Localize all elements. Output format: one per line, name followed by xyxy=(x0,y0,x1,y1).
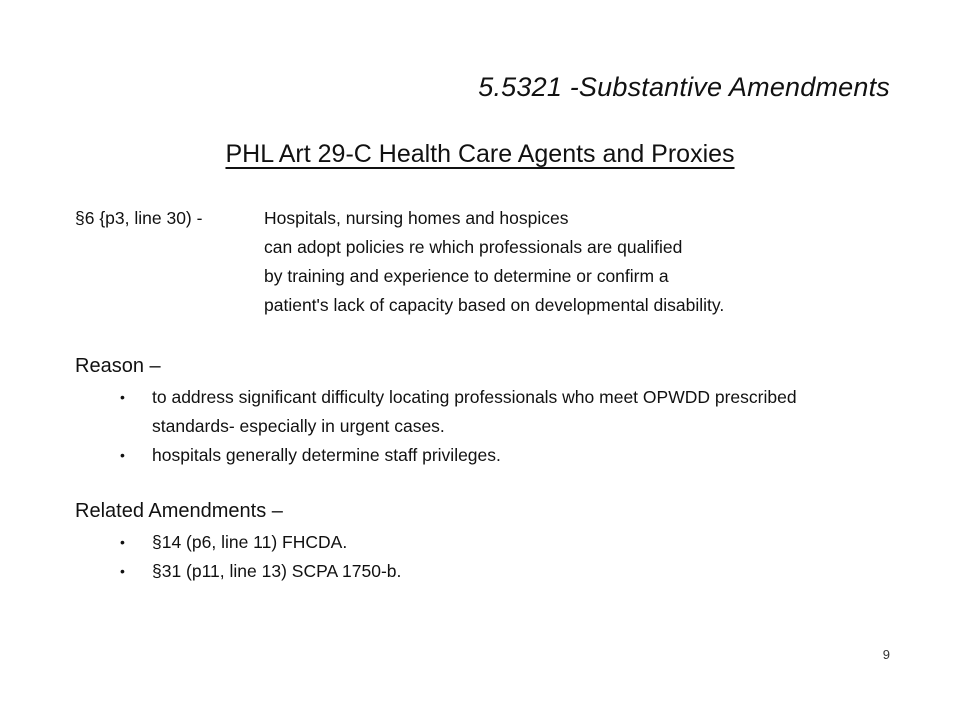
section-description xyxy=(264,208,904,324)
reason-item-text: hospitals generally determine staff privileges. xyxy=(152,445,501,465)
reason-item xyxy=(118,441,878,470)
related-amendment-item xyxy=(118,528,918,557)
reason-item-text: to address significant difficulty locating professionals who meet OPWDD prescribed standards- especially in urgent cases. xyxy=(152,387,797,436)
reason-heading: Reason – xyxy=(75,355,161,377)
reason-item xyxy=(118,383,878,441)
bullet-icon: • xyxy=(120,447,125,463)
slide-header: 5.5321 -Substantive Amendments xyxy=(478,72,890,102)
bullet-icon: • xyxy=(120,534,125,550)
related-amendment-text: §14 (p6, line 11) FHCDA. xyxy=(152,532,348,552)
page-number: 9 xyxy=(882,647,890,662)
section-description-line: can adopt policies re which professionals are qualified xyxy=(264,237,683,257)
bullet-icon: • xyxy=(120,563,125,579)
slide-title: PHL Art 29-C Health Care Agents and Proxies xyxy=(225,140,735,168)
related-amendments-heading: Related Amendments – xyxy=(75,500,283,522)
related-amendment-item xyxy=(118,557,918,586)
reason-list xyxy=(118,383,878,470)
related-amendments-list xyxy=(118,528,918,586)
section-description-line: Hospitals, nursing homes and hospices xyxy=(264,208,569,228)
related-amendment-text: §31 (p11, line 13) SCPA 1750-b. xyxy=(152,561,402,581)
section-description-line: patient's lack of capacity based on developmental disability. xyxy=(264,295,725,315)
section-description-line: by training and experience to determine or confirm a xyxy=(264,266,669,286)
section-reference: §6 {p3, line 30) - xyxy=(75,208,203,228)
bullet-icon: • xyxy=(120,389,125,405)
